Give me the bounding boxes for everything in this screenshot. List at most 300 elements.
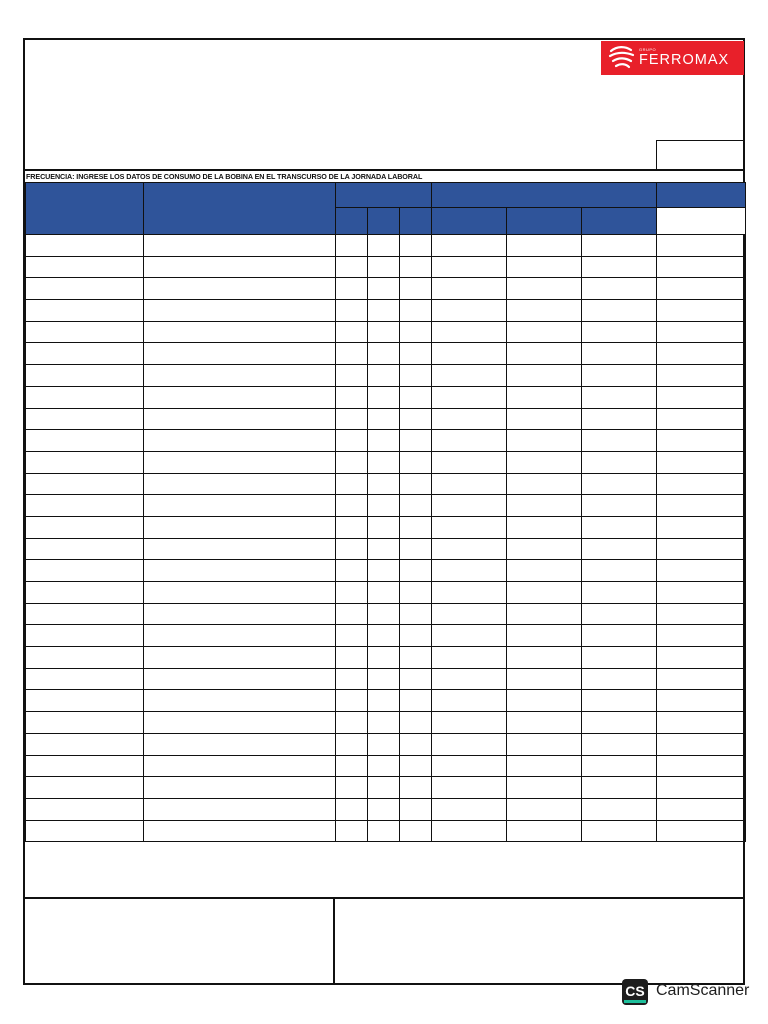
table-cell[interactable]	[400, 538, 432, 560]
table-cell[interactable]	[26, 690, 144, 712]
table-cell[interactable]	[657, 582, 746, 604]
table-cell[interactable]	[400, 820, 432, 842]
table-row	[26, 647, 746, 669]
table-cell[interactable]	[400, 647, 432, 669]
table-cell[interactable]	[336, 690, 368, 712]
table-cell[interactable]	[582, 235, 657, 257]
table-cell[interactable]	[26, 538, 144, 560]
consumption-table	[25, 182, 745, 842]
table-cell[interactable]	[400, 365, 432, 387]
table-cell[interactable]	[432, 777, 507, 799]
table-cell[interactable]	[657, 516, 746, 538]
table-cell[interactable]	[507, 256, 582, 278]
table-cell[interactable]	[336, 365, 368, 387]
table-cell[interactable]	[336, 430, 368, 452]
table-cell[interactable]	[336, 343, 368, 365]
table-cell[interactable]	[26, 603, 144, 625]
footer-divider	[333, 899, 335, 985]
table-cell[interactable]	[432, 690, 507, 712]
table-row	[26, 495, 746, 517]
table-cell[interactable]	[368, 647, 400, 669]
table-cell[interactable]	[368, 538, 400, 560]
table-cell[interactable]	[507, 473, 582, 495]
table-cell[interactable]	[432, 235, 507, 257]
table-cell[interactable]	[26, 516, 144, 538]
table-cell[interactable]	[582, 408, 657, 430]
table-cell[interactable]	[432, 538, 507, 560]
table-cell[interactable]	[432, 473, 507, 495]
table-cell[interactable]	[432, 668, 507, 690]
table-cell[interactable]	[432, 321, 507, 343]
table-cell[interactable]	[26, 343, 144, 365]
table-cell[interactable]	[26, 820, 144, 842]
table-cell[interactable]	[144, 755, 336, 777]
table-cell[interactable]	[657, 560, 746, 582]
table-cell[interactable]	[507, 690, 582, 712]
table-row	[26, 820, 746, 842]
table-cell[interactable]	[432, 408, 507, 430]
table-cell[interactable]	[336, 755, 368, 777]
table-cell[interactable]	[368, 712, 400, 734]
header-subcell	[432, 208, 507, 235]
table-cell[interactable]	[336, 300, 368, 322]
table-row	[26, 343, 746, 365]
table-cell[interactable]	[144, 582, 336, 604]
table-cell[interactable]	[432, 300, 507, 322]
table-cell[interactable]	[336, 560, 368, 582]
table-cell[interactable]	[657, 386, 746, 408]
table-cell[interactable]	[336, 733, 368, 755]
table-row	[26, 668, 746, 690]
table-cell[interactable]	[400, 668, 432, 690]
table-cell[interactable]	[26, 560, 144, 582]
table-cell[interactable]	[432, 820, 507, 842]
table-cell[interactable]	[400, 495, 432, 517]
table-cell[interactable]	[26, 235, 144, 257]
table-cell[interactable]	[144, 690, 336, 712]
table-cell[interactable]	[507, 495, 582, 517]
table-cell[interactable]	[582, 538, 657, 560]
table-cell[interactable]	[400, 343, 432, 365]
table-cell[interactable]	[400, 625, 432, 647]
table-cell[interactable]	[368, 755, 400, 777]
table-cell[interactable]	[26, 408, 144, 430]
table-cell[interactable]	[368, 300, 400, 322]
table-cell[interactable]	[582, 430, 657, 452]
table-cell[interactable]	[336, 278, 368, 300]
table-cell[interactable]	[144, 365, 336, 387]
table-cell[interactable]	[432, 278, 507, 300]
table-cell[interactable]	[400, 733, 432, 755]
table-cell[interactable]	[144, 321, 336, 343]
table-cell[interactable]	[507, 516, 582, 538]
table-cell[interactable]	[400, 256, 432, 278]
logo-brand-text: FERROMAX	[639, 52, 730, 69]
ferromax-logo-icon	[607, 43, 637, 73]
table-cell[interactable]	[144, 777, 336, 799]
table-cell[interactable]	[582, 712, 657, 734]
table-cell[interactable]	[26, 625, 144, 647]
table-cell[interactable]	[336, 798, 368, 820]
table-cell[interactable]	[144, 733, 336, 755]
table-cell[interactable]	[657, 278, 746, 300]
table-row	[26, 538, 746, 560]
table-cell[interactable]	[432, 603, 507, 625]
table-cell[interactable]	[400, 690, 432, 712]
table-cell[interactable]	[336, 668, 368, 690]
table-cell[interactable]	[582, 278, 657, 300]
table-cell[interactable]	[582, 321, 657, 343]
table-cell[interactable]	[144, 430, 336, 452]
table-cell[interactable]	[336, 473, 368, 495]
table-cell[interactable]	[432, 560, 507, 582]
table-cell[interactable]	[26, 668, 144, 690]
table-row	[26, 777, 746, 799]
table-cell[interactable]	[26, 777, 144, 799]
table-cell[interactable]	[144, 798, 336, 820]
table-cell[interactable]	[432, 733, 507, 755]
table-cell[interactable]	[144, 386, 336, 408]
table-cell[interactable]	[26, 473, 144, 495]
table-cell[interactable]	[26, 798, 144, 820]
table-cell[interactable]	[657, 733, 746, 755]
table-cell[interactable]	[144, 516, 336, 538]
table-row	[26, 408, 746, 430]
table-cell[interactable]	[368, 495, 400, 517]
table-cell[interactable]	[582, 777, 657, 799]
table-cell[interactable]	[400, 321, 432, 343]
table-cell[interactable]	[26, 451, 144, 473]
table-cell[interactable]	[400, 755, 432, 777]
table-cell[interactable]	[144, 278, 336, 300]
table-cell[interactable]	[26, 386, 144, 408]
table-body	[26, 235, 746, 842]
table-cell[interactable]	[144, 451, 336, 473]
table-cell[interactable]	[336, 777, 368, 799]
table-cell[interactable]	[507, 365, 582, 387]
table-cell[interactable]	[432, 582, 507, 604]
table-cell[interactable]	[657, 755, 746, 777]
table-cell[interactable]	[432, 647, 507, 669]
table-cell[interactable]	[657, 538, 746, 560]
table-cell[interactable]	[400, 386, 432, 408]
table-cell[interactable]	[582, 668, 657, 690]
table-cell[interactable]	[507, 343, 582, 365]
table-cell[interactable]	[368, 690, 400, 712]
table-cell[interactable]	[368, 582, 400, 604]
table-cell[interactable]	[582, 343, 657, 365]
table-cell[interactable]	[657, 820, 746, 842]
table-cell[interactable]	[26, 365, 144, 387]
table-cell[interactable]	[432, 430, 507, 452]
table-cell[interactable]	[432, 798, 507, 820]
table-cell[interactable]	[657, 365, 746, 387]
table-cell[interactable]	[432, 516, 507, 538]
table-cell[interactable]	[26, 430, 144, 452]
table-cell[interactable]	[507, 235, 582, 257]
table-row	[26, 516, 746, 538]
document-code-box[interactable]	[656, 140, 745, 169]
table-cell[interactable]	[144, 473, 336, 495]
table-cell[interactable]	[582, 473, 657, 495]
table-cell[interactable]	[507, 408, 582, 430]
table-cell[interactable]	[26, 733, 144, 755]
table-cell[interactable]	[657, 798, 746, 820]
table-cell[interactable]	[582, 647, 657, 669]
table-cell[interactable]	[26, 495, 144, 517]
table-row	[26, 321, 746, 343]
table-cell[interactable]	[336, 820, 368, 842]
table-cell[interactable]	[144, 603, 336, 625]
table-cell[interactable]	[144, 712, 336, 734]
table-row	[26, 300, 746, 322]
table-cell[interactable]	[582, 560, 657, 582]
table-cell[interactable]	[582, 300, 657, 322]
camscanner-badge: CS	[622, 979, 648, 1005]
table-row	[26, 798, 746, 820]
table-cell[interactable]	[144, 408, 336, 430]
table-cell[interactable]	[368, 256, 400, 278]
table-cell[interactable]	[336, 647, 368, 669]
table-cell[interactable]	[368, 386, 400, 408]
table-cell[interactable]	[336, 235, 368, 257]
table-cell[interactable]	[144, 495, 336, 517]
table-cell[interactable]	[400, 582, 432, 604]
table-cell[interactable]	[657, 235, 746, 257]
table-cell[interactable]	[582, 495, 657, 517]
table-cell[interactable]	[400, 798, 432, 820]
table-cell[interactable]	[432, 712, 507, 734]
table-cell[interactable]	[26, 755, 144, 777]
table-row	[26, 755, 746, 777]
table-cell[interactable]	[432, 625, 507, 647]
table-cell[interactable]	[507, 777, 582, 799]
header-subcell	[582, 208, 657, 235]
table-cell[interactable]	[657, 451, 746, 473]
table-cell[interactable]	[507, 798, 582, 820]
table-cell[interactable]	[368, 365, 400, 387]
table-cell[interactable]	[507, 386, 582, 408]
table-cell[interactable]	[657, 603, 746, 625]
table-cell[interactable]	[336, 582, 368, 604]
table-cell[interactable]	[400, 712, 432, 734]
form-sheet	[23, 38, 745, 985]
table-cell[interactable]	[657, 321, 746, 343]
header-subcell	[336, 208, 368, 235]
table-cell[interactable]	[144, 625, 336, 647]
table-cell[interactable]	[507, 733, 582, 755]
table-cell[interactable]	[582, 755, 657, 777]
table-cell[interactable]	[657, 625, 746, 647]
table-cell[interactable]	[368, 235, 400, 257]
table-cell[interactable]	[400, 473, 432, 495]
table-cell[interactable]	[657, 712, 746, 734]
header-cell	[144, 183, 336, 235]
table-cell[interactable]	[336, 516, 368, 538]
table-cell[interactable]	[507, 321, 582, 343]
table-cell[interactable]	[400, 300, 432, 322]
table-cell[interactable]	[657, 647, 746, 669]
table-cell[interactable]	[582, 820, 657, 842]
table-row	[26, 582, 746, 604]
table-cell[interactable]	[26, 647, 144, 669]
table-cell[interactable]	[336, 538, 368, 560]
table-cell[interactable]	[144, 647, 336, 669]
table-cell[interactable]	[657, 256, 746, 278]
table-cell[interactable]	[657, 408, 746, 430]
table-cell[interactable]	[144, 668, 336, 690]
table-cell[interactable]	[400, 560, 432, 582]
table-cell[interactable]	[400, 516, 432, 538]
table-cell[interactable]	[507, 560, 582, 582]
table-cell[interactable]	[507, 668, 582, 690]
table-cell[interactable]	[657, 668, 746, 690]
table-row	[26, 365, 746, 387]
table-cell[interactable]	[368, 408, 400, 430]
table-cell[interactable]	[432, 451, 507, 473]
table-cell[interactable]	[144, 256, 336, 278]
table-cell[interactable]	[507, 278, 582, 300]
table-row	[26, 625, 746, 647]
table-cell[interactable]	[368, 343, 400, 365]
table-row	[26, 733, 746, 755]
table-cell[interactable]	[507, 625, 582, 647]
table-cell[interactable]	[507, 538, 582, 560]
table-cell[interactable]	[368, 451, 400, 473]
header-subcell	[368, 208, 400, 235]
table-cell[interactable]	[507, 603, 582, 625]
table-cell[interactable]	[26, 278, 144, 300]
table-cell[interactable]	[582, 582, 657, 604]
table-cell[interactable]	[368, 516, 400, 538]
header-cell	[336, 183, 432, 208]
table-cell[interactable]	[582, 798, 657, 820]
table-cell[interactable]	[400, 603, 432, 625]
table-cell[interactable]	[26, 300, 144, 322]
table-cell[interactable]	[582, 625, 657, 647]
table-row	[26, 430, 746, 452]
table-cell[interactable]	[368, 278, 400, 300]
table-row	[26, 451, 746, 473]
table-cell[interactable]	[336, 256, 368, 278]
table-cell[interactable]	[400, 451, 432, 473]
table-cell[interactable]	[400, 430, 432, 452]
table-cell[interactable]	[26, 712, 144, 734]
table-row	[26, 690, 746, 712]
table-cell[interactable]	[26, 256, 144, 278]
table-cell[interactable]	[507, 300, 582, 322]
logo-small-text: GRUPO	[639, 47, 657, 53]
table-cell[interactable]	[144, 300, 336, 322]
table-cell[interactable]	[507, 820, 582, 842]
table-cell[interactable]	[582, 365, 657, 387]
table-cell[interactable]	[368, 430, 400, 452]
table-cell[interactable]	[368, 668, 400, 690]
table-cell[interactable]	[400, 235, 432, 257]
table-cell[interactable]	[507, 755, 582, 777]
table-cell[interactable]	[368, 603, 400, 625]
table-cell[interactable]	[582, 690, 657, 712]
table-cell[interactable]	[432, 365, 507, 387]
header-cell	[432, 183, 657, 208]
table-cell[interactable]	[432, 386, 507, 408]
table-cell[interactable]	[26, 582, 144, 604]
footer-block	[25, 897, 745, 985]
table-cell[interactable]	[144, 560, 336, 582]
table-cell[interactable]	[144, 538, 336, 560]
table-cell[interactable]	[336, 451, 368, 473]
table-cell[interactable]	[507, 430, 582, 452]
table-cell[interactable]	[582, 516, 657, 538]
table-cell[interactable]	[432, 256, 507, 278]
frequency-label: FRECUENCIA: INGRESE LOS DATOS DE CONSUMO DE LA BOBINA EN EL TRANSCURSO DE LA JORNADA LABORAL	[26, 172, 423, 181]
header-subcell	[400, 208, 432, 235]
table-cell[interactable]	[582, 603, 657, 625]
table-cell[interactable]	[368, 777, 400, 799]
table-cell[interactable]	[368, 625, 400, 647]
ferromax-logo	[601, 41, 744, 75]
table-cell[interactable]	[432, 343, 507, 365]
table-cell[interactable]	[144, 343, 336, 365]
table-cell[interactable]	[368, 473, 400, 495]
table-cell[interactable]	[507, 647, 582, 669]
table-cell[interactable]	[432, 755, 507, 777]
table-cell[interactable]	[582, 256, 657, 278]
table-cell[interactable]	[400, 777, 432, 799]
table-cell[interactable]	[432, 495, 507, 517]
table-cell[interactable]	[507, 582, 582, 604]
table-cell[interactable]	[336, 603, 368, 625]
table-cell[interactable]	[657, 473, 746, 495]
table-cell[interactable]	[336, 408, 368, 430]
header-subcell	[507, 208, 582, 235]
table-cell[interactable]	[368, 560, 400, 582]
table-cell[interactable]	[368, 798, 400, 820]
table-cell[interactable]	[26, 321, 144, 343]
table-cell[interactable]	[336, 386, 368, 408]
table-cell[interactable]	[657, 777, 746, 799]
table-cell[interactable]	[507, 712, 582, 734]
table-cell[interactable]	[336, 625, 368, 647]
table-cell[interactable]	[657, 495, 746, 517]
table-row	[26, 603, 746, 625]
table-cell[interactable]	[657, 690, 746, 712]
table-cell[interactable]	[657, 343, 746, 365]
table-cell[interactable]	[400, 278, 432, 300]
camscanner-text: CamScanner	[656, 982, 750, 999]
table-cell[interactable]	[400, 408, 432, 430]
header-cell	[26, 183, 144, 235]
table-cell[interactable]	[368, 733, 400, 755]
table-cell[interactable]	[657, 300, 746, 322]
table-cell[interactable]	[336, 495, 368, 517]
table-cell[interactable]	[657, 430, 746, 452]
table-cell[interactable]	[368, 321, 400, 343]
table-cell[interactable]	[144, 820, 336, 842]
table-cell[interactable]	[336, 321, 368, 343]
table-header-row-1	[26, 183, 746, 208]
table-row	[26, 712, 746, 734]
table-cell[interactable]	[582, 733, 657, 755]
frequency-row	[25, 169, 743, 182]
table-cell[interactable]	[144, 235, 336, 257]
table-cell[interactable]	[582, 386, 657, 408]
table-cell[interactable]	[507, 451, 582, 473]
table-cell[interactable]	[336, 712, 368, 734]
table-row	[26, 560, 746, 582]
table-cell[interactable]	[582, 451, 657, 473]
table-cell[interactable]	[368, 820, 400, 842]
